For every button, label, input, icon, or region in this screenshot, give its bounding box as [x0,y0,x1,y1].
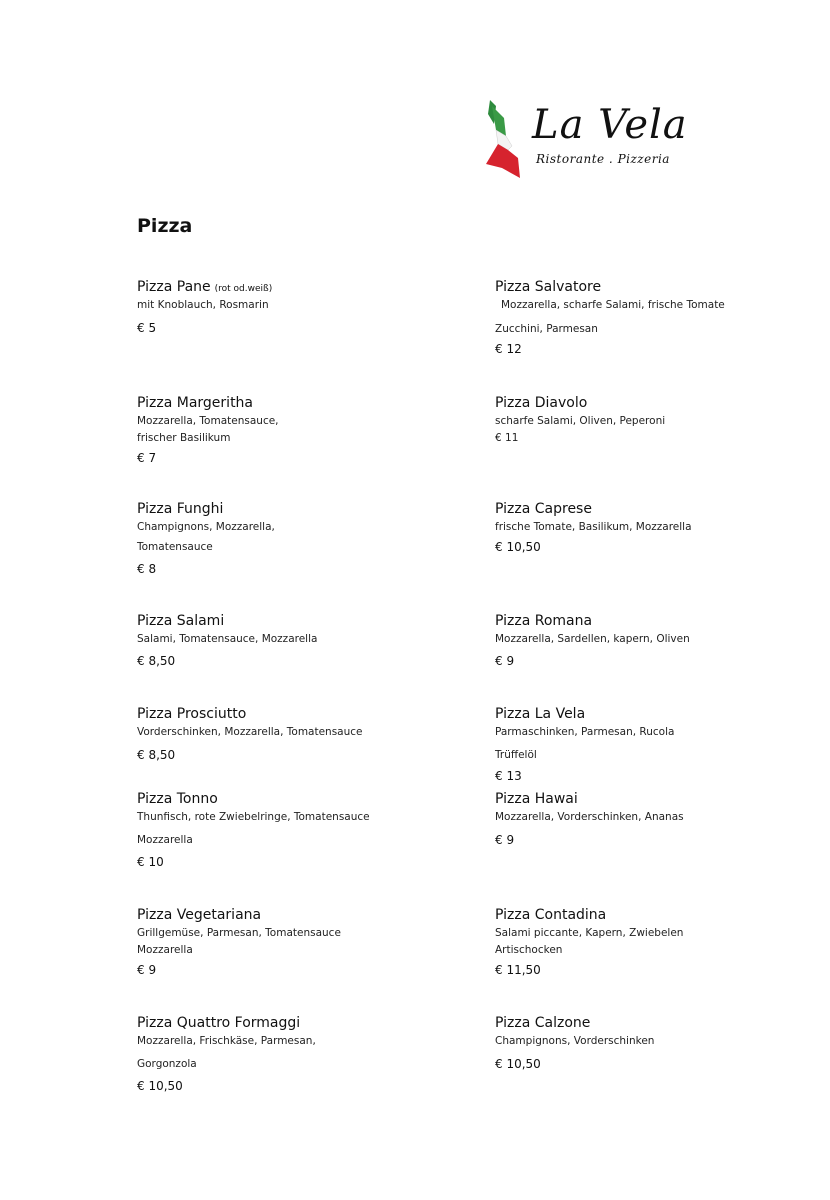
item-description: Salami piccante, Kapern, Zwiebelen [495,927,684,939]
item-note: (rot od.weiß) [214,284,273,294]
item-description: Mozzarella, Vorderschinken, Ananas [495,811,684,823]
italian-flag-sail-icon [482,96,532,182]
item-description: Grillgemüse, Parmesan, Tomatensauce [137,927,341,939]
item-name: Pizza Calzone [495,1015,591,1031]
item-description: Zucchini, Parmesan [495,323,598,335]
item-description: Mozzarella, Frischkäse, Parmesan, [137,1035,316,1047]
item-name: Pizza Salami [137,613,225,629]
item-description: frische Tomate, Basilikum, Mozzarella [495,521,692,533]
item-description: Mozzarella, Tomatensauce, [137,415,279,427]
item-name: Pizza Salvatore [495,279,602,295]
item-description: Mozzarella [137,834,193,846]
item-price: € 10,50 [495,540,541,554]
item-price: € 8,50 [137,748,176,762]
item-description: Champignons, Mozzarella, [137,521,275,533]
item-price: € 13 [495,769,522,783]
item-description: Parmaschinken, Parmesan, Rucola [495,726,675,738]
item-price: € 5 [137,321,157,335]
item-description: mit Knoblauch, Rosmarin [137,299,269,311]
item-description: Tomatensauce [137,541,213,553]
item-name: Pizza Caprese [495,501,592,517]
item-name: Pizza Contadina [495,907,607,923]
item-description: scharfe Salami, Oliven, Peperoni [495,415,666,427]
item-description: Mozzarella [137,944,193,956]
item-name: Pizza Tonno [137,791,218,807]
item-description: Salami, Tomatensauce, Mozzarella [137,633,318,645]
item-name: Pizza Funghi [137,501,224,517]
logo [482,96,702,186]
item-name: Pizza Romana [495,613,593,629]
item-name: Pizza Pane (rot od.weiß) [137,279,273,295]
item-name: Pizza Margeritha [137,395,254,411]
item-description: Trüffelöl [495,749,537,761]
item-price: € 10 [137,855,164,869]
item-price: € 9 [495,654,515,668]
item-description: Vorderschinken, Mozzarella, Tomatensauce [137,726,363,738]
item-description: Artischocken [495,944,563,956]
item-description: Mozzarella, scharfe Salami, frische Tomate [501,299,725,311]
item-description: frischer Basilikum [137,432,231,444]
section-title: Pizza [137,215,193,237]
item-price: € 8,50 [137,654,176,668]
item-price: € 11 [495,432,519,444]
item-description: Mozzarella, Sardellen, kapern, Oliven [495,633,690,645]
item-name: Pizza Hawai [495,791,578,807]
logo-title: La Vela [532,102,688,148]
item-description: Gorgonzola [137,1058,197,1070]
item-name: Pizza La Vela [495,706,586,722]
item-price: € 9 [137,963,157,977]
item-name: Pizza Vegetariana [137,907,262,923]
item-description: Champignons, Vorderschinken [495,1035,655,1047]
item-price: € 7 [137,451,157,465]
item-description: Thunfisch, rote Zwiebelringe, Tomatensauce [137,811,370,823]
item-name: Pizza Prosciutto [137,706,247,722]
item-name: Pizza Diavolo [495,395,588,411]
item-price: € 8 [137,562,157,576]
item-price: € 10,50 [137,1079,183,1093]
item-price: € 9 [495,833,515,847]
item-price: € 12 [495,342,522,356]
item-price: € 10,50 [495,1057,541,1071]
item-price: € 11,50 [495,963,541,977]
item-name: Pizza Quattro Formaggi [137,1015,301,1031]
logo-subtitle: Ristorante . Pizzeria [536,152,670,166]
